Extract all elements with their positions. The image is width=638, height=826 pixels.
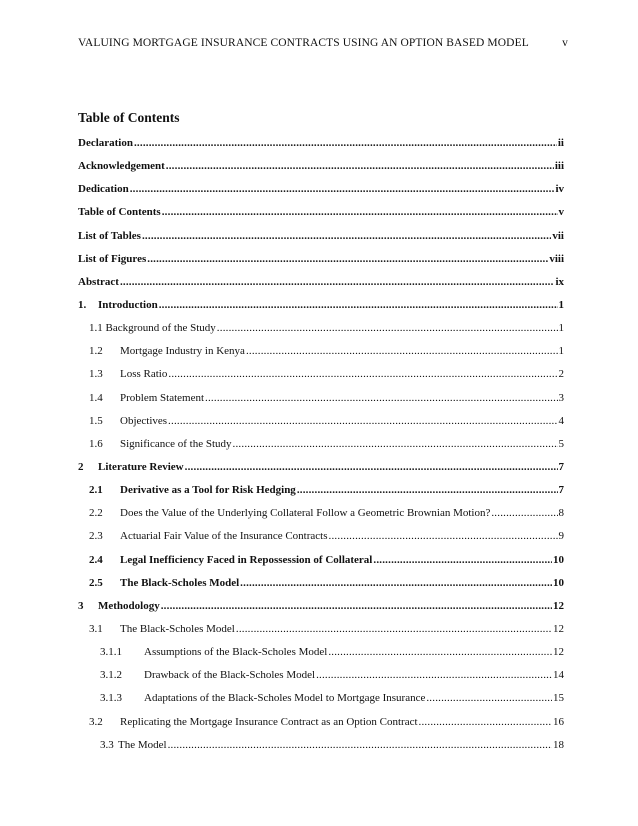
toc-entry-number: 2.3 bbox=[89, 530, 103, 543]
toc-entry-title: Mortgage Industry in Kenya bbox=[120, 345, 245, 358]
toc-entry-number: 3.1.3 bbox=[100, 692, 122, 705]
toc-entry[interactable] bbox=[78, 669, 564, 692]
toc-heading: Table of Contents bbox=[78, 110, 180, 125]
toc-entry[interactable] bbox=[78, 507, 564, 530]
toc-entry-number: 2.1 bbox=[89, 484, 103, 497]
toc-entry-title: Derivative as a Tool for Risk Hedging bbox=[120, 484, 296, 497]
toc-entry-number: 3.3 bbox=[100, 738, 114, 751]
toc-entry-page-number: v bbox=[558, 206, 564, 219]
toc-entry-page-number: 14 bbox=[553, 669, 564, 682]
toc-entry-title: Literature Review bbox=[98, 460, 184, 473]
toc-entry-title: Methodology bbox=[98, 599, 160, 612]
toc-entry[interactable] bbox=[78, 600, 564, 623]
toc-entry-title: Legal Inefficiency Faced in Repossession of Collateral bbox=[120, 553, 373, 566]
toc-entry-title: Assumptions of the Black-Scholes Model bbox=[144, 646, 328, 659]
toc-entry-number: 1.2 bbox=[89, 345, 103, 358]
dot-leader bbox=[168, 368, 557, 380]
toc-entry[interactable] bbox=[78, 183, 564, 206]
dot-leader bbox=[120, 276, 555, 288]
header-page-number: v bbox=[562, 37, 568, 49]
dot-leader bbox=[419, 716, 552, 728]
dot-leader bbox=[316, 669, 552, 681]
toc-entry-page-number: 8 bbox=[558, 507, 564, 520]
toc-entry-number: 2.4 bbox=[89, 553, 103, 566]
toc-entry-number: 3.2 bbox=[89, 715, 103, 728]
dot-leader bbox=[233, 438, 558, 450]
toc-entry-page-number: 12 bbox=[553, 622, 564, 635]
toc-entry-title: Actuarial Fair Value of the Insurance Contracts bbox=[120, 530, 328, 543]
toc-entry-page-number: 5 bbox=[558, 437, 564, 450]
toc-entry-page-number: viii bbox=[549, 252, 564, 265]
toc-entry-number: 3 bbox=[78, 599, 84, 612]
toc-entry[interactable] bbox=[78, 345, 564, 368]
toc-entry-title: Adaptations of the Black-Scholes Model to Mortgage Insurance bbox=[144, 692, 426, 705]
toc-entry-title: Replicating the Mortgage Insurance Contract as an Option Contract bbox=[120, 715, 418, 728]
table-of-contents bbox=[78, 137, 564, 762]
toc-entry-number: 3.1.2 bbox=[100, 669, 122, 682]
toc-entry-number: 1.5 bbox=[89, 414, 103, 427]
toc-entry-number: 3.1 bbox=[89, 622, 103, 635]
dot-leader bbox=[217, 322, 558, 334]
toc-entry-title: Abstract bbox=[78, 275, 119, 288]
toc-entry-page-number: 3 bbox=[558, 391, 564, 404]
dot-leader bbox=[426, 692, 552, 704]
toc-entry[interactable] bbox=[78, 392, 564, 415]
toc-entry[interactable] bbox=[78, 230, 564, 253]
toc-entry-page-number: vii bbox=[552, 229, 564, 242]
toc-entry-title: Does the Value of the Underlying Collateral Follow a Geometric Brownian Motion? bbox=[120, 507, 491, 520]
toc-entry[interactable] bbox=[78, 137, 564, 160]
toc-entry[interactable] bbox=[78, 299, 564, 322]
toc-entry-number: 2.5 bbox=[89, 576, 103, 589]
toc-entry-title: Introduction bbox=[98, 298, 158, 311]
toc-entry-page-number: iv bbox=[555, 183, 564, 196]
dot-leader bbox=[166, 160, 554, 172]
dot-leader bbox=[168, 415, 557, 427]
toc-entry-page-number: 12 bbox=[553, 646, 564, 659]
dot-leader bbox=[373, 554, 552, 566]
toc-entry-page-number: 16 bbox=[553, 715, 564, 728]
toc-entry-page-number: 10 bbox=[553, 553, 564, 566]
toc-entry[interactable] bbox=[78, 160, 564, 183]
dot-leader bbox=[236, 623, 552, 635]
toc-entry[interactable] bbox=[78, 530, 564, 553]
dot-leader bbox=[246, 345, 558, 357]
dot-leader bbox=[147, 253, 548, 265]
toc-entry[interactable] bbox=[78, 716, 564, 739]
toc-entry-number: 1.4 bbox=[89, 391, 103, 404]
dot-leader bbox=[205, 392, 557, 404]
toc-entry-page-number: 10 bbox=[553, 576, 564, 589]
toc-entry-page-number: 4 bbox=[558, 414, 564, 427]
toc-entry-title: List of Tables bbox=[78, 229, 141, 242]
dot-leader bbox=[162, 206, 558, 218]
toc-entry-number: 1.6 bbox=[89, 437, 103, 450]
toc-entry-number: 3.1.1 bbox=[100, 646, 122, 659]
toc-entry-title: 1.1 Background of the Study bbox=[89, 322, 216, 335]
toc-entry-page-number: 7 bbox=[558, 460, 564, 473]
toc-entry-number: 1. bbox=[78, 298, 87, 311]
dot-leader bbox=[297, 484, 558, 496]
toc-entry[interactable] bbox=[78, 368, 564, 391]
toc-entry[interactable] bbox=[78, 646, 564, 669]
header-title: VALUING MORTGAGE INSURANCE CONTRACTS USING AN OPTION BASED MODEL bbox=[78, 37, 529, 49]
toc-entry[interactable] bbox=[78, 206, 564, 229]
toc-entry-number: 2.2 bbox=[89, 507, 103, 520]
toc-entry-page-number: 18 bbox=[553, 738, 564, 751]
toc-entry-title: List of Figures bbox=[78, 252, 147, 265]
toc-entry-title: Table of Contents bbox=[78, 206, 161, 219]
dot-leader bbox=[329, 530, 558, 542]
toc-entry-page-number: 9 bbox=[558, 530, 564, 543]
toc-entry[interactable] bbox=[78, 554, 564, 577]
dot-leader bbox=[240, 577, 552, 589]
toc-entry[interactable] bbox=[78, 438, 564, 461]
toc-entry-page-number: ii bbox=[557, 137, 564, 149]
toc-entry[interactable] bbox=[78, 484, 564, 507]
toc-entry-page-number: 1 bbox=[558, 322, 564, 335]
toc-entry[interactable] bbox=[78, 253, 564, 276]
toc-entry[interactable] bbox=[78, 461, 564, 484]
dot-leader bbox=[185, 461, 558, 473]
dot-leader bbox=[161, 600, 552, 612]
toc-entry-title: Objectives bbox=[120, 414, 168, 427]
toc-entry-page-number: ix bbox=[555, 275, 564, 288]
toc-entry-number: 2 bbox=[78, 460, 84, 473]
dot-leader bbox=[159, 299, 558, 311]
toc-entry-title: Problem Statement bbox=[120, 391, 205, 404]
toc-entry-title: The Black-Scholes Model bbox=[120, 576, 240, 589]
toc-entry-page-number: iii bbox=[554, 160, 564, 173]
dot-leader bbox=[142, 230, 551, 242]
toc-entry[interactable] bbox=[78, 415, 564, 438]
toc-entry[interactable] bbox=[78, 577, 564, 600]
toc-entry[interactable] bbox=[78, 276, 564, 299]
dot-leader bbox=[491, 507, 557, 519]
toc-entry-title: Loss Ratio bbox=[120, 368, 168, 381]
toc-entry[interactable] bbox=[78, 739, 564, 762]
toc-entry-title: Acknowledgement bbox=[78, 160, 165, 173]
dot-leader bbox=[168, 739, 552, 751]
dot-leader bbox=[130, 183, 555, 195]
toc-entry[interactable] bbox=[78, 322, 564, 345]
toc-entry-page-number: 15 bbox=[553, 692, 564, 705]
running-header bbox=[78, 37, 568, 49]
dot-leader bbox=[328, 646, 552, 658]
dot-leader bbox=[134, 137, 557, 149]
toc-entry-page-number: 12 bbox=[553, 599, 564, 612]
toc-entry-title: The Black-Scholes Model bbox=[120, 622, 235, 635]
toc-entry-page-number: 2 bbox=[558, 368, 564, 381]
toc-entry-page-number: 7 bbox=[558, 484, 564, 497]
toc-entry-title: Significance of the Study bbox=[120, 437, 232, 450]
toc-entry-title: The Model bbox=[118, 738, 167, 751]
toc-entry-title: Dedication bbox=[78, 183, 129, 196]
toc-entry-page-number: 1 bbox=[558, 298, 564, 311]
toc-entry-title: Drawback of the Black-Scholes Model bbox=[144, 669, 316, 682]
toc-entry-page-number: 1 bbox=[558, 345, 564, 358]
toc-entry[interactable] bbox=[78, 692, 564, 715]
toc-entry-title: Declaration bbox=[78, 137, 133, 149]
toc-entry[interactable] bbox=[78, 623, 564, 646]
toc-entry-number: 1.3 bbox=[89, 368, 103, 381]
